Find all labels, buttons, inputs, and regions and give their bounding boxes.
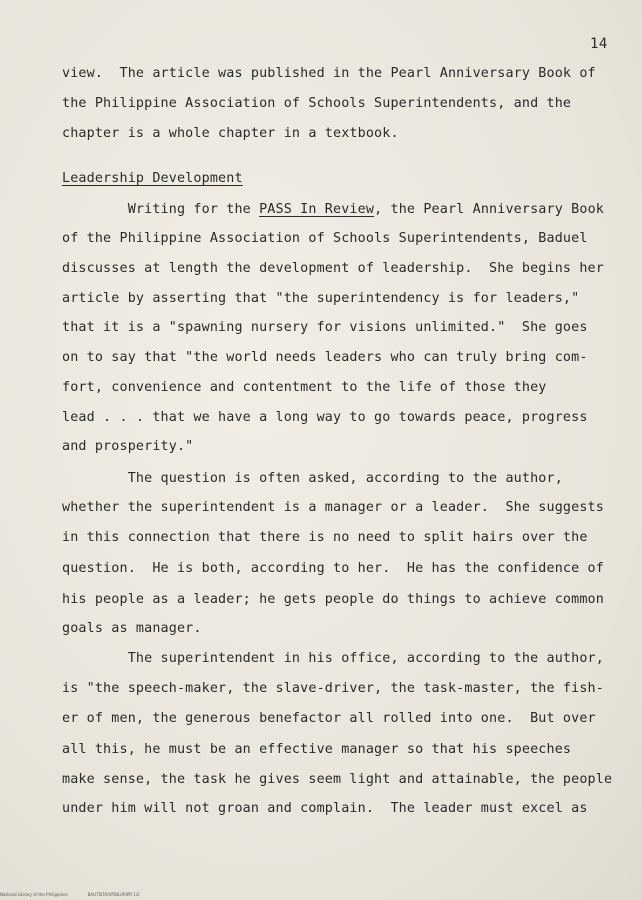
text-line: under him will not groan and complain. The leader must excel as	[62, 801, 588, 816]
text-segment: , the Pearl Anniversary Book	[374, 202, 604, 217]
text-line: chapter is a whole chapter in a textbook.	[62, 126, 399, 141]
text-line: the Philippine Association of Schools Superintendents, and the	[62, 96, 572, 111]
text-line: is "the speech-maker, the slave-driver, the task-master, the fish-	[62, 681, 604, 696]
page-number: 14	[590, 36, 608, 52]
text-line: view. The article was published in the Pearl Anniversary Book of	[62, 66, 596, 81]
text-line: make sense, the task he gives seem light and attainable, the people	[62, 772, 613, 787]
text-line: fort, convenience and contentment to the life of those they	[62, 380, 547, 395]
text-line: all this, he must be an effective manager so that his speeches	[62, 742, 572, 757]
text-line: question. He is both, according to her. He has the confidence of	[62, 561, 604, 576]
text-line: The question is often asked, according to the author,	[62, 471, 563, 486]
text-line: discusses at length the development of leadership. She begins her	[62, 261, 604, 276]
text-segment: Writing for the	[62, 202, 260, 217]
text-line: and prosperity."	[62, 439, 194, 454]
publication-title: PASS In Review	[259, 202, 375, 217]
text-line: his people as a leader; he gets people do things to achieve common	[62, 592, 604, 607]
text-line: that it is a "spawning nursery for visions unlimited." She goes	[62, 320, 588, 335]
text-line: er of men, the generous benefactor all rolled into one. But over	[62, 711, 596, 726]
text-line: lead . . . that we have a long way to go towards peace, progress	[62, 410, 588, 425]
text-line: in this connection that there is no need to split hairs over the	[62, 530, 588, 545]
text-line: goals as manager.	[62, 621, 202, 636]
footer-left: National Library of the Philippines	[0, 892, 68, 897]
text-line: of the Philippine Association of Schools Superintendents, Baduel	[62, 231, 588, 246]
scan-footer	[0, 892, 160, 897]
text-line: The superintendent in his office, according to the author,	[62, 651, 604, 666]
text-line	[62, 202, 604, 218]
text-line: on to say that "the world needs leaders who can truly bring com-	[62, 350, 588, 365]
footer-right: BAUTISTA/UPDILI/RIPR 1/2	[87, 892, 140, 897]
text-line: article by asserting that "the superintendency is for leaders,"	[62, 291, 580, 306]
text-line: whether the superintendent is a manager or a leader. She suggests	[62, 500, 604, 515]
section-heading: Leadership Development	[62, 171, 243, 186]
